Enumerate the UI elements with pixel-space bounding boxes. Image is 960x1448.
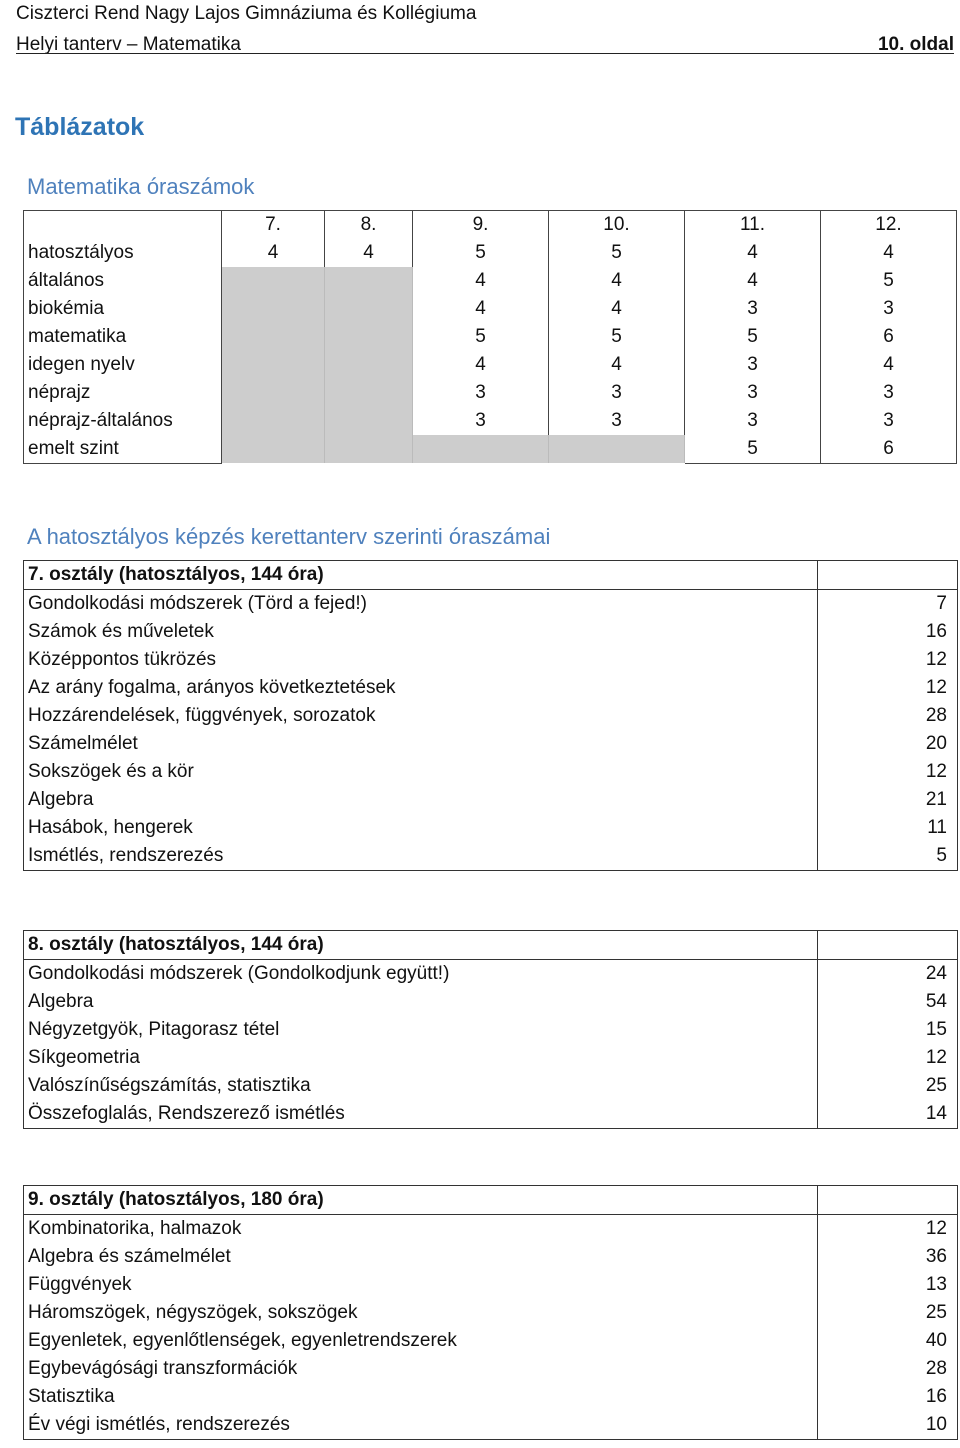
grade-title-value-cell [818, 561, 958, 590]
topic-row [24, 730, 958, 758]
topic-row [24, 590, 958, 619]
topic-name: Kombinatorika, halmazok [24, 1215, 818, 1244]
topic-row [24, 1271, 958, 1299]
topic-name: Hasábok, hengerek [24, 814, 818, 842]
topic-row [24, 1100, 958, 1129]
empty-hours-cell [222, 435, 325, 464]
topic-row [24, 814, 958, 842]
hours-cell: 4 [413, 295, 549, 323]
hours-cell: 3 [413, 407, 549, 435]
hours-cell: 3 [821, 295, 957, 323]
topic-hours: 16 [818, 618, 958, 646]
grade-7-table [23, 560, 958, 871]
program-label: matematika [24, 323, 222, 351]
topic-hours: 54 [818, 988, 958, 1016]
grade-header-cell: 8. [325, 211, 413, 240]
hours-row [24, 407, 957, 435]
hours-cell: 3 [549, 379, 685, 407]
topic-row [24, 618, 958, 646]
topic-row [24, 1044, 958, 1072]
topic-row [24, 842, 958, 871]
document-subject: Helyi tanterv – Matematika [16, 34, 241, 55]
topic-hours: 28 [818, 702, 958, 730]
topic-name: Év végi ismétlés, rendszerezés [24, 1411, 818, 1440]
topic-row [24, 1016, 958, 1044]
topic-row [24, 1243, 958, 1271]
topic-name: Háromszögek, négyszögek, sokszögek [24, 1299, 818, 1327]
hours-cell: 5 [549, 323, 685, 351]
grade-title: 9. osztály (hatosztályos, 180 óra) [24, 1186, 818, 1215]
topic-row [24, 1411, 958, 1440]
empty-hours-cell [325, 323, 413, 351]
topic-row [24, 702, 958, 730]
topic-hours: 12 [818, 674, 958, 702]
topic-name: Egybevágósági transzformációk [24, 1355, 818, 1383]
page-header [16, 0, 954, 56]
hours-row [24, 351, 957, 379]
hours-cell: 4 [413, 267, 549, 295]
hours-cell: 3 [549, 407, 685, 435]
hours-row [24, 379, 957, 407]
topic-name: Összefoglalás, Rendszerező ismétlés [24, 1100, 818, 1129]
section-title: Táblázatok [15, 113, 145, 141]
topic-name: Statisztika [24, 1383, 818, 1411]
grade-8-table [23, 930, 958, 1129]
grade-header-cell: 12. [821, 211, 957, 240]
hours-cell: 4 [549, 267, 685, 295]
topic-name: Síkgeometria [24, 1044, 818, 1072]
empty-hours-cell [325, 267, 413, 295]
empty-hours-cell [413, 435, 549, 464]
grade-9-table [23, 1185, 958, 1440]
hours-cell: 4 [549, 351, 685, 379]
topic-row [24, 758, 958, 786]
topic-row [24, 786, 958, 814]
empty-hours-cell [325, 407, 413, 435]
topic-hours: 15 [818, 1016, 958, 1044]
hours-row [24, 435, 957, 464]
hours-cell: 3 [685, 379, 821, 407]
topic-hours: 11 [818, 814, 958, 842]
topic-hours: 36 [818, 1243, 958, 1271]
topic-row [24, 1299, 958, 1327]
grade-title: 8. osztály (hatosztályos, 144 óra) [24, 931, 818, 960]
topic-hours: 28 [818, 1355, 958, 1383]
empty-hours-cell [549, 435, 685, 464]
hours-cell: 4 [685, 239, 821, 267]
hours-cell: 5 [685, 323, 821, 351]
grade-title-value-cell [818, 931, 958, 960]
school-name: Ciszterci Rend Nagy Lajos Gimnáziuma és Kollégiuma [16, 3, 477, 24]
empty-hours-cell [222, 379, 325, 407]
hours-corner-cell [24, 211, 222, 240]
topic-hours: 24 [818, 960, 958, 989]
hours-cell: 3 [685, 351, 821, 379]
hours-cell: 5 [413, 239, 549, 267]
hours-cell: 4 [325, 239, 413, 267]
hours-cell: 4 [821, 351, 957, 379]
empty-hours-cell [325, 435, 413, 464]
grade-title-row [24, 931, 958, 960]
topic-name: Algebra [24, 988, 818, 1016]
grade-title-row [24, 561, 958, 590]
grade-header-cell: 11. [685, 211, 821, 240]
hours-cell: 4 [685, 267, 821, 295]
topic-name: Egyenletek, egyenlőtlenségek, egyenletrendszerek [24, 1327, 818, 1355]
topic-hours: 25 [818, 1299, 958, 1327]
topic-name: Az arány fogalma, arányos következtetések [24, 674, 818, 702]
hours-cell: 6 [821, 323, 957, 351]
topic-hours: 12 [818, 1215, 958, 1244]
program-label: hatosztályos [24, 239, 222, 267]
topic-row [24, 646, 958, 674]
hours-cell: 4 [549, 295, 685, 323]
program-label: biokémia [24, 295, 222, 323]
topic-hours: 21 [818, 786, 958, 814]
grade-title-value-cell [818, 1186, 958, 1215]
topic-name: Algebra [24, 786, 818, 814]
hours-cell: 5 [821, 267, 957, 295]
hours-row [24, 323, 957, 351]
topic-row [24, 1383, 958, 1411]
grade-header-cell: 9. [413, 211, 549, 240]
program-label: emelt szint [24, 435, 222, 464]
hours-table-title: Matematika óraszámok [27, 174, 255, 199]
hours-cell: 3 [685, 295, 821, 323]
topic-row [24, 1215, 958, 1244]
hours-cell: 4 [413, 351, 549, 379]
empty-hours-cell [222, 351, 325, 379]
grade-header-cell: 10. [549, 211, 685, 240]
topic-name: Számok és műveletek [24, 618, 818, 646]
hours-cell: 4 [222, 239, 325, 267]
topic-hours: 13 [818, 1271, 958, 1299]
topic-hours: 12 [818, 758, 958, 786]
topic-name: Hozzárendelések, függvények, sorozatok [24, 702, 818, 730]
empty-hours-cell [325, 295, 413, 323]
program-label: néprajz [24, 379, 222, 407]
hours-cell: 3 [821, 407, 957, 435]
hours-cell: 5 [549, 239, 685, 267]
topic-name: Gondolkodási módszerek (Gondolkodjunk együtt!) [24, 960, 818, 989]
topic-hours: 7 [818, 590, 958, 619]
empty-hours-cell [222, 407, 325, 435]
header-divider [16, 53, 954, 54]
topic-row [24, 674, 958, 702]
curriculum-title: A hatosztályos képzés kerettanterv szerinti óraszámai [27, 524, 551, 549]
hours-row [24, 239, 957, 267]
grade-header-cell: 7. [222, 211, 325, 240]
topic-row [24, 1327, 958, 1355]
empty-hours-cell [222, 267, 325, 295]
topic-name: Középpontos tükrözés [24, 646, 818, 674]
topic-hours: 10 [818, 1411, 958, 1440]
hours-cell: 3 [821, 379, 957, 407]
topic-name: Gondolkodási módszerek (Törd a fejed!) [24, 590, 818, 619]
program-label: idegen nyelv [24, 351, 222, 379]
grade-title-row [24, 1186, 958, 1215]
hours-cell: 4 [821, 239, 957, 267]
topic-row [24, 1072, 958, 1100]
topic-hours: 20 [818, 730, 958, 758]
topic-name: Számelmélet [24, 730, 818, 758]
hours-cell: 3 [685, 407, 821, 435]
page-number: 10. oldal [877, 34, 954, 55]
empty-hours-cell [222, 295, 325, 323]
hours-cell: 3 [413, 379, 549, 407]
program-label: néprajz-általános [24, 407, 222, 435]
hours-row [24, 267, 957, 295]
topic-hours: 12 [818, 646, 958, 674]
topic-row [24, 1355, 958, 1383]
topic-hours: 25 [818, 1072, 958, 1100]
topic-name: Függvények [24, 1271, 818, 1299]
empty-hours-cell [222, 323, 325, 351]
empty-hours-cell [325, 379, 413, 407]
hours-table [23, 210, 957, 464]
topic-name: Négyzetgyök, Pitagorasz tétel [24, 1016, 818, 1044]
program-label: általános [24, 267, 222, 295]
topic-name: Algebra és számelmélet [24, 1243, 818, 1271]
hours-header-row [24, 211, 957, 240]
topic-name: Ismétlés, rendszerezés [24, 842, 818, 871]
topic-hours: 14 [818, 1100, 958, 1129]
topic-hours: 16 [818, 1383, 958, 1411]
empty-hours-cell [325, 351, 413, 379]
hours-cell: 5 [685, 435, 821, 464]
hours-cell: 6 [821, 435, 957, 464]
hours-cell: 5 [413, 323, 549, 351]
topic-hours: 40 [818, 1327, 958, 1355]
hours-row [24, 295, 957, 323]
grade-title: 7. osztály (hatosztályos, 144 óra) [24, 561, 818, 590]
topic-hours: 5 [818, 842, 958, 871]
topic-name: Valószínűségszámítás, statisztika [24, 1072, 818, 1100]
topic-row [24, 988, 958, 1016]
topic-name: Sokszögek és a kör [24, 758, 818, 786]
topic-row [24, 960, 958, 989]
topic-hours: 12 [818, 1044, 958, 1072]
